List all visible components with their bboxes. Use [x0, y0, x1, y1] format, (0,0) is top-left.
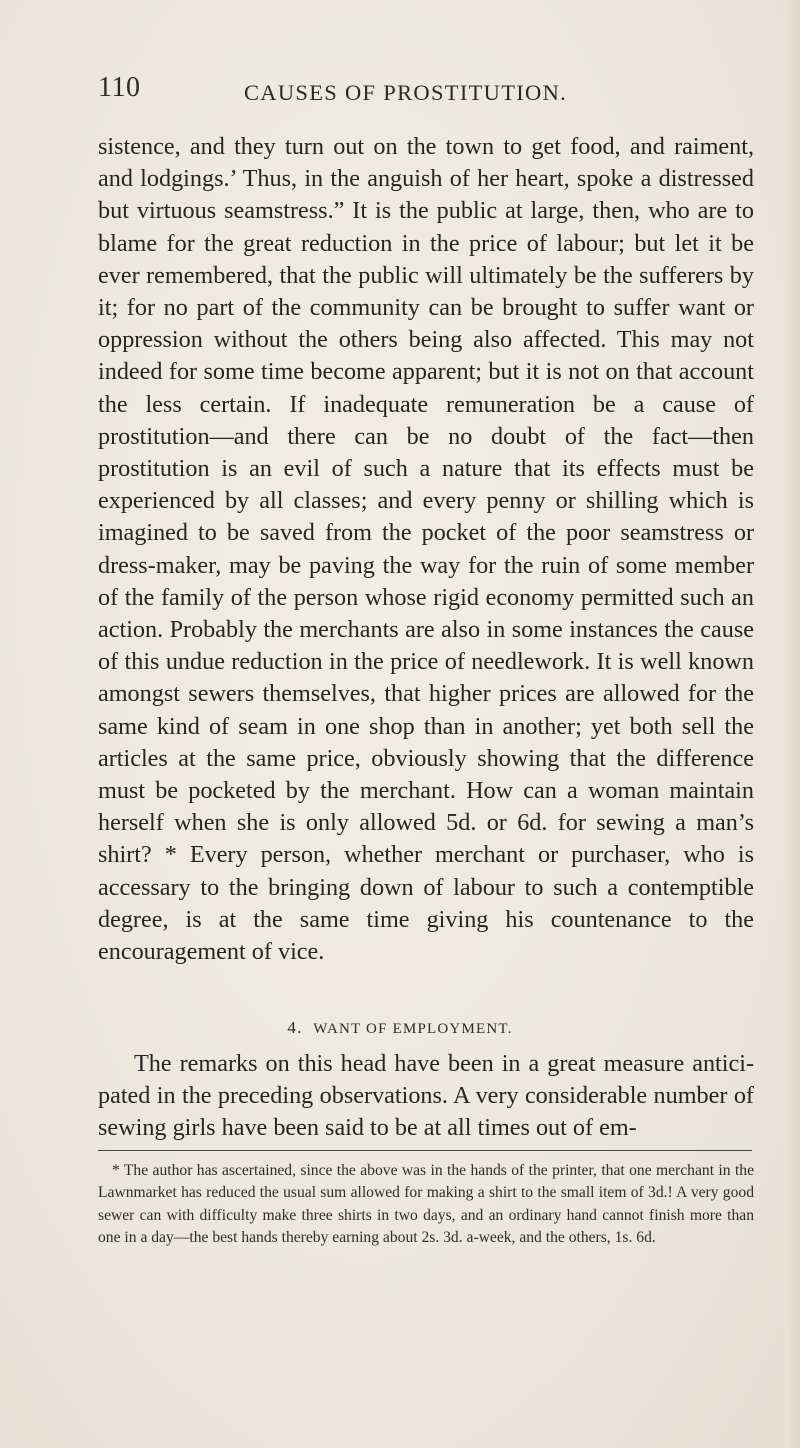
body-paragraph: sistence, and they turn out on the town to get food, and raiment, and lodgings.’ Thus, in the anguish of her heart, spoke a distressed but virtuous seamstress.” It is the public at large, then, who are to blame for the great reduction in the price of labour; but let it be ever remembered, that the public will ultimately be the sufferers by it; for no part of the community can be brought to suffer want or oppression without the others being also affected. This may not indeed for some time become apparent; but it is not on that account the less certain. If inadequate remuneration be a cause of prostitution—and there can be no doubt of the fact—then prostitution is an evil of such a nature that its effects must be experienced by all classes; and every penny or shilling which is imagined to be saved from the pocket of the poor seamstress or dress-maker, may be paving the way for the ruin of some member of the family of the person whose rigid economy permitted such an action. Probably the merchants are also in some instances the cause of this undue reduction in the price of needlework. It is well known amongst sewers themselves, that higher prices are allowed for the same kind of seam in one shop than in another; yet both sell the articles at the same price, obviously showing that the difference must be pocketed by the merchant. How can a woman maintain herself when she is only allowed 5d. or 6d. for sewing a man’s shirt? * Every person, whether merchant or purchaser, who is accessary to the bringing down of labour to such a contemptible degree, is at the same time giving his countenance to the encouragement of vice.: [98, 133, 754, 966]
footnote-divider: [98, 1150, 752, 1151]
main-text: [98, 131, 754, 968]
page-header: [0, 70, 800, 120]
page-edge: [786, 0, 800, 1448]
section-number: 4.: [287, 1018, 303, 1037]
page-number: 110: [98, 72, 141, 103]
section-text: [98, 1048, 754, 1145]
section-heading: [0, 1018, 800, 1038]
section-paragraph: The remarks on this head have been in a great measure anticipated in the preceding observations. A very considerable number of sewing girls have been said to be at all times out of em-: [98, 1050, 754, 1142]
footnote-text: * The author has ascertained, since the above was in the hands of the printer, that one merchant in the Lawnmarket has reduced the usual sum allowed for making a shirt to the small item of 3d.! A very good sewer can with difficulty make three shirts in two days, and an ordinary hand cannot finish more than one in a day—the best hands thereby earning about 2s. 3d. a-week, and the others, 1s. 6d.: [98, 1162, 754, 1247]
section-title: WANT OF EMPLOYMENT.: [313, 1021, 513, 1037]
footnote: [98, 1160, 754, 1250]
running-head: CAUSES OF PROSTITUTION.: [244, 80, 568, 105]
